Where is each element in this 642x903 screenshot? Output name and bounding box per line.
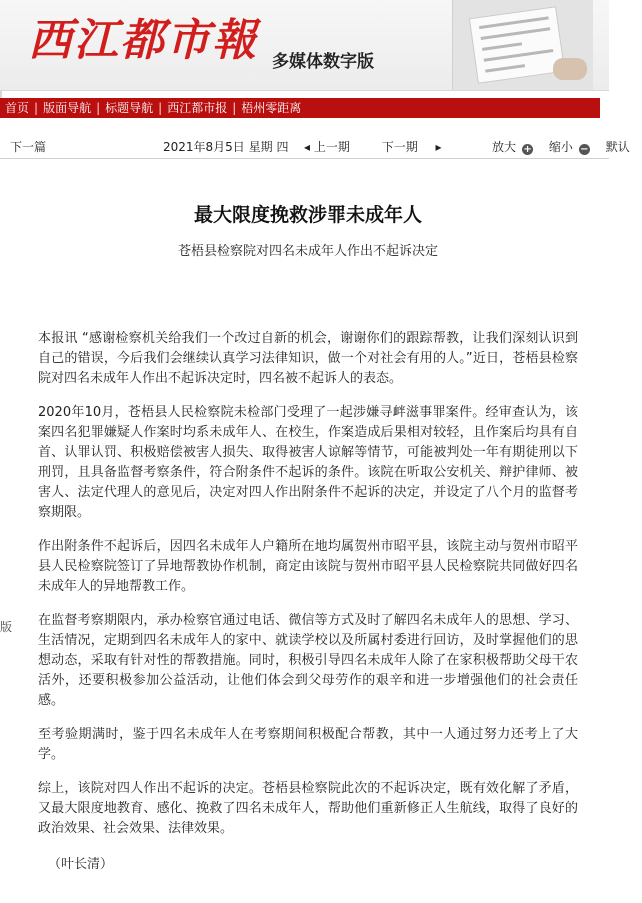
plus-icon: + [523, 144, 532, 155]
previous-issue-link[interactable]: ◂ 上一期 [304, 140, 350, 154]
top-nav-bar: 首页 | 版面导航 | 标题导航 | 西江都市报 | 梧州零距离 [0, 98, 600, 118]
zoom-in-button[interactable]: 放大 + [492, 140, 532, 155]
next-article-link[interactable]: 下一篇 [10, 140, 47, 154]
article-body [38, 329, 578, 872]
newspaper-photo [452, 0, 593, 90]
article-content [38, 168, 578, 872]
minus-icon: − [580, 144, 589, 155]
nav-xijiang-daily[interactable]: 西江都市报 [167, 101, 228, 115]
nav-wuzhou-zero-distance[interactable]: 梧州零距离 [241, 101, 302, 115]
article-paragraph: 2020年10月，苍梧县人民检察院未检部门受理了一起涉嫌寻衅滋事罪案件。经审查认为，该案四名犯罪嫌疑人作案时均系未成年人、在校生，作案造成后果相对较轻，且作案后均具有自首、认罪认罚、积极赔偿被害人损失、取得被害人谅解等情节，可能被判处一年有期徒刑以下刑罚，且具备监督考察条件，符合附条件不起诉的条件。该院在听取公安机关、辩护律师、被害人、法定代理人的意见后，决定对四人作出附条件不起诉的决定，并设定了八个月的监督考察期限。 [38, 405, 578, 520]
default-zoom-button[interactable]: 默认 [605, 140, 630, 154]
nav-home[interactable]: 首页 [5, 101, 30, 115]
article-title: 最大限度挽救涉罪未成年人 [193, 204, 422, 226]
edition-subtitle: 多媒体数字版 [272, 52, 374, 72]
reader-toolbar [0, 136, 630, 159]
article-paragraph: 至考验期满时，鉴于四名未成年人在考察期间积极配合帮教，其中一人通过努力还考上了大学。 [38, 727, 578, 762]
article-paragraph: 作出附条件不起诉后，因四名未成年人户籍所在地均属贺州市昭平县，该院主动与贺州市昭平县人民检察院签订了异地帮教协作机制，商定由该院与贺州市昭平县人民检察院共同做好四名未成年人的异地帮教工作。 [38, 539, 578, 594]
article-paragraph: 在监督考察期限内，承办检察官通过电话、微信等方式及时了解四名未成年人的思想、学习、生活情况，定期到四名未成年人的家中、就读学校以及所属村委进行回访，及时掌握他们的思想动态，采取有针对性的帮教措施。同时，积极引导四名未成年人除了在家积极帮助父母干农活外，还要积极参加公益活动，让他们体会到父母劳作的艰辛和进一步增强他们的社会责任感。 [38, 613, 578, 708]
zoom-out-button[interactable]: 缩小 − [548, 140, 589, 155]
zoom-controls [492, 136, 642, 158]
issue-date: 2021年8月5日 星期 四 [163, 140, 289, 154]
article-subtitle: 苍梧县检察院对四名未成年人作出不起诉决定 [177, 244, 438, 259]
newspaper-logo[interactable]: 西江都市報 [28, 15, 258, 66]
nav-page-navigation[interactable]: 版面导航 [43, 101, 92, 115]
next-issue-link[interactable]: 下一期 ▸ [381, 140, 442, 154]
article-paragraph: 综上，该院对四人作出不起诉的决定。苍梧县检察院此次的不起诉决定，既有效化解了矛盾，又最大限度地教育、感化、挽救了四名未成年人，帮助他们重新修正人生航线，取得了良好的政治效果、社会效果、法律效果。 [38, 781, 578, 836]
masthead-banner [0, 0, 609, 91]
issue-navigation [304, 136, 456, 158]
article-author: （叶长清） [48, 857, 114, 872]
nav-title-navigation[interactable]: 标题导航 [105, 101, 154, 115]
article-paragraph: 本报讯 “感谢检察机关给我们一个改过自新的机会，谢谢你们的跟踪帮教，让我们深刻认识到自己的错误，今后我们会继续认真学习法律知识，做一个对社会有用的人。”近日，苍梧县检察院对四名未成年人作出不起诉决定时，四名被不起诉人的表态。 [38, 331, 578, 386]
side-edge-label: 版 [0, 620, 13, 634]
